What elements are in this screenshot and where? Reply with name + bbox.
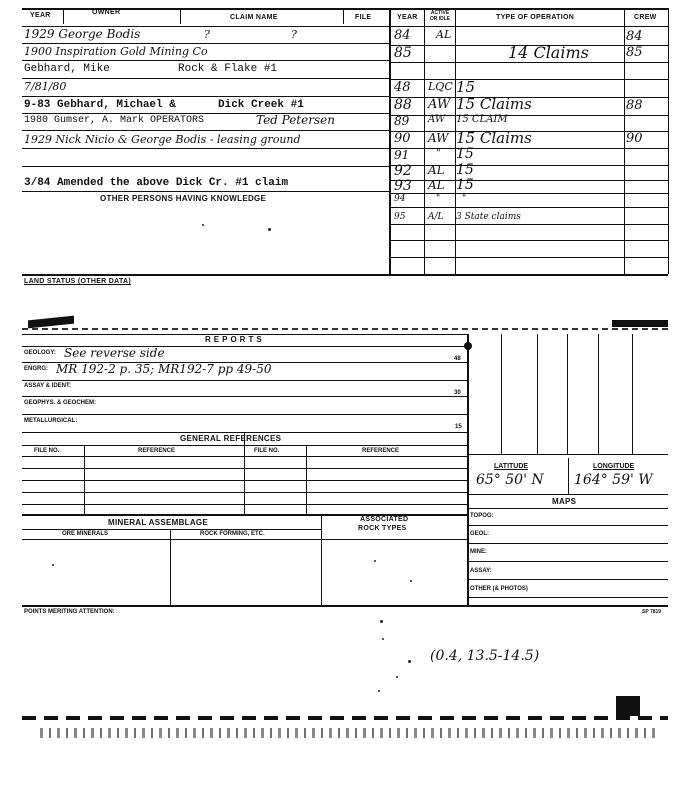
ops-status: " [436,194,441,204]
reports-title: REPORTS [205,335,265,344]
reports-number-15: 15 [455,424,462,430]
ops-year: 90 [394,131,411,146]
ops-status: LQC [428,80,453,93]
ops-status: AW [428,114,446,125]
ops-type: 3 State claims [456,212,521,222]
rock-forming-label: ROCK FORMING, ETC. [200,531,265,537]
header-file: FILE [355,14,372,21]
ops-year: 95 [394,212,406,222]
ops-status: AW [428,97,451,112]
header-year: YEAR [30,12,51,19]
ops-year: 93 [394,178,412,194]
ops-year: 92 [394,163,412,179]
punch-hole-mark [464,342,472,350]
owner-row-4: 7/81/80 [24,80,67,93]
gr-col-file-no: FILE NO. [34,448,60,454]
geology-value: See reverse side [64,346,165,360]
ops-type: 15 CLAIM [456,114,508,125]
smudge-mark [612,320,668,327]
ops-status: A/L [428,212,444,222]
owner-row-3-claim: Rock & Flake #1 [178,63,278,75]
ops-status: AL [428,163,445,177]
ops-year: 88 [394,97,412,113]
ops-crew: 88 [626,98,643,113]
ops-type: 14 Claims [508,43,589,62]
ops-crew: 90 [626,131,643,146]
mineral-assemblage-title: MINERAL ASSEMBLAGE [108,518,209,527]
ops-type: 15 [456,146,474,162]
owner-row-2: 1900 Inspiration Gold Mining Co [24,45,208,58]
form-code: SP 7819 [642,609,662,615]
maps-topog: TOPOG: [470,513,494,519]
handwritten-note: (0.4, 13.5-14.5) [430,648,540,664]
ops-status: AW [428,131,449,145]
ops-year: 84 [394,28,411,43]
ops-type: 15 [456,177,474,193]
ops-type: 15 Claims [456,129,532,147]
ops-type: 15 [456,162,474,178]
header-year-2: YEAR [397,14,418,21]
gr-col-reference: REFERENCE [138,448,176,454]
longitude-value: 164° 59' W [574,472,653,488]
points-meriting-attention-label: POINTS MERITING ATTENTION: [24,609,115,615]
other-persons-label: OTHER PERSONS HAVING KNOWLEDGE [100,194,267,203]
ops-crew: 84 [626,29,643,44]
smudge-mark [28,316,74,329]
maps-title: MAPS [552,497,577,506]
ops-type: 15 [456,78,476,96]
latitude-value: 65° 50' N [476,472,544,488]
reports-number-48: 48 [454,356,461,362]
ops-year: 91 [394,148,410,162]
ops-type: " [462,194,467,204]
assay-label: ASSAY & IDENT: [24,383,72,389]
scan-noise-band [40,728,660,738]
ops-type: 15 Claims [456,95,532,113]
maps-mine: MINE: [470,549,487,555]
ops-year: 89 [394,114,410,128]
owner-row-1: 1929 George Bodis [24,27,141,41]
reports-number-30: 30 [454,390,461,396]
geophys-label: GEOPHYS. & GEOCHEM: [24,400,97,406]
ore-minerals-label: ORE MINERALS [62,531,109,537]
owner-row-3-owner: Gebhard, Mike [24,63,110,75]
maps-assay: ASSAY: [470,568,492,574]
owner-row-1-extra: ? [204,28,210,41]
scan-edge-line [22,716,668,720]
ops-crew: 85 [626,45,643,60]
gr-col-file-no-2: FILE NO. [254,448,280,454]
ops-year: 85 [394,45,412,61]
owner-row-6: 1980 Gumser, A. Mark OPERATORS [24,115,205,126]
header-type-of-operation: TYPE OF OPERATION [496,14,575,21]
ops-status: AL [436,28,452,41]
general-references-title: GENERAL REFERENCES [180,434,282,443]
geology-label: GEOLOGY: [24,350,56,356]
owner-row-5-owner: 9-83 Gebhard, Michael & [24,99,176,111]
owner-row-1-extra2: ? [291,28,297,41]
ops-status: AL [428,178,445,192]
gr-col-reference-2: REFERENCE [362,448,400,454]
ops-year: 94 [394,194,406,204]
header-claim-name: CLAIM NAME [230,14,278,21]
owner-row-7: 1929 Nick Nicio & George Bodis - leasing ground [24,133,301,146]
owner-row-6-extra: Ted Petersen [256,113,335,127]
latitude-label: LATITUDE [494,463,529,470]
ops-year: 48 [394,80,411,95]
metallurgical-label: METALLURGICAL: [24,418,78,424]
engrg-label: ENGRG: [24,366,48,372]
maps-other: OTHER (& PHOTOS) [470,586,528,592]
owner-row-8: 3/84 Amended the above Dick Cr. #1 claim [24,177,289,189]
header-crew: CREW [634,14,657,21]
associated-label: ASSOCIATED [360,516,409,523]
longitude-label: LONGITUDE [593,463,635,470]
header-active-or-idle: ACTIVE OR IDLE [429,10,451,22]
engrg-value: MR 192-2 p. 35; MR192-7 pp 49-50 [56,362,272,376]
land-status-label: LAND STATUS (OTHER DATA) [24,278,132,285]
ops-status: " [436,148,441,159]
rock-types-label: ROCK TYPES [358,525,407,532]
owner-row-5-claim: Dick Creek #1 [218,99,304,111]
operations-table [392,26,668,272]
maps-geol: GEOL: [470,531,489,537]
header-owner: OWNER [92,9,121,16]
